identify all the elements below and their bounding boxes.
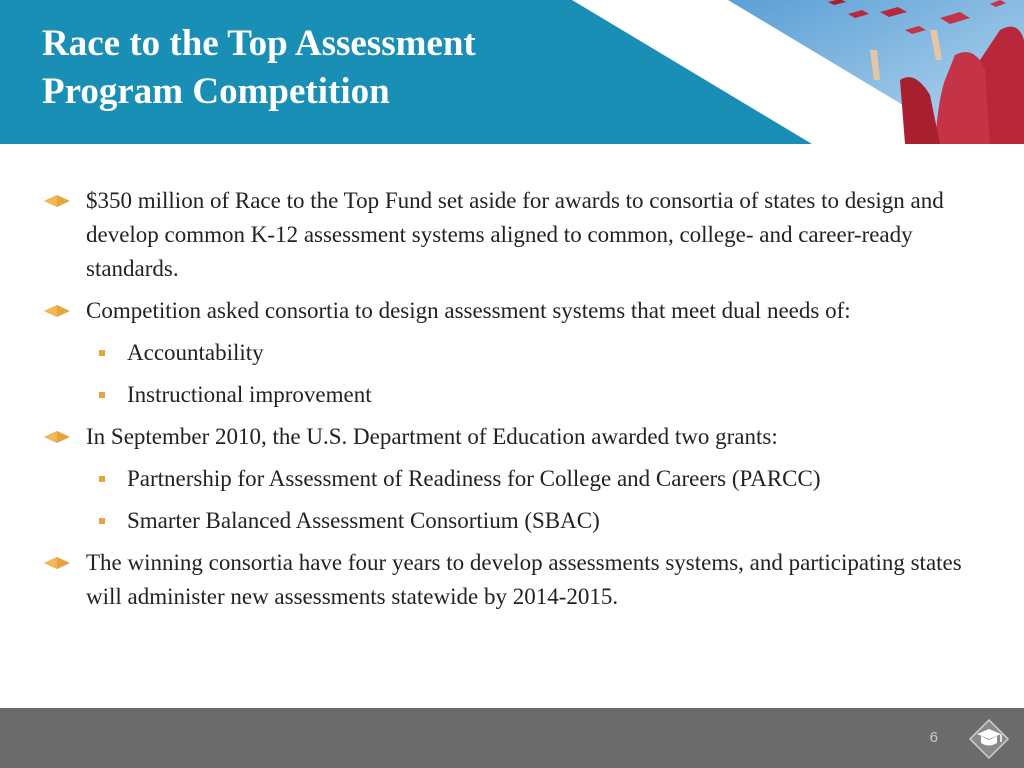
sub-bullet-text: Instructional improvement bbox=[127, 382, 372, 407]
bullet-text: $350 million of Race to the Top Fund set aside for awards to consortia of states to design and develop common K-12 assessment systems aligned to common, college- and career-ready standards. bbox=[86, 188, 944, 281]
sub-bullet-item bbox=[44, 336, 984, 370]
orange-square-bullet-icon bbox=[99, 476, 105, 482]
bullet-item bbox=[44, 184, 984, 286]
page-number: 6 bbox=[929, 729, 938, 746]
bullet-text: The winning consortia have four years to develop assessments systems, and participating states will administer new assessments statewide by 2014-2015. bbox=[86, 550, 962, 609]
orange-arrow-bullet-icon bbox=[44, 305, 70, 317]
bullet-text: Competition asked consortia to design assessment systems that meet dual needs of: bbox=[86, 298, 851, 323]
bullet-item bbox=[44, 546, 984, 614]
orange-arrow-bullet-icon bbox=[44, 557, 70, 569]
sub-bullet-text: Partnership for Assessment of Readiness for College and Careers (PARCC) bbox=[127, 466, 821, 491]
graduation-cap-logo-icon bbox=[968, 718, 1010, 760]
orange-square-bullet-icon bbox=[99, 392, 105, 398]
slide-title-line-2: Program Competition bbox=[42, 71, 390, 112]
bullet-item bbox=[44, 420, 984, 454]
orange-square-bullet-icon bbox=[99, 518, 105, 524]
sub-bullet-item bbox=[44, 462, 984, 496]
sub-bullet-text: Smarter Balanced Assessment Consortium (SBAC) bbox=[127, 508, 600, 533]
sub-bullet-item bbox=[44, 378, 984, 412]
orange-arrow-bullet-icon bbox=[44, 195, 70, 207]
slide-footer bbox=[0, 708, 1024, 768]
sub-bullet-text: Accountability bbox=[127, 340, 264, 365]
bullet-item bbox=[44, 294, 984, 328]
slide-title bbox=[42, 20, 476, 116]
sub-bullet-item bbox=[44, 504, 984, 538]
orange-arrow-bullet-icon bbox=[44, 431, 70, 443]
bullet-list bbox=[44, 184, 984, 622]
slide-header bbox=[0, 0, 1024, 144]
orange-square-bullet-icon bbox=[99, 350, 105, 356]
bullet-text: In September 2010, the U.S. Department of Education awarded two grants: bbox=[86, 424, 778, 449]
slide-title-line-1: Race to the Top Assessment bbox=[42, 23, 476, 64]
